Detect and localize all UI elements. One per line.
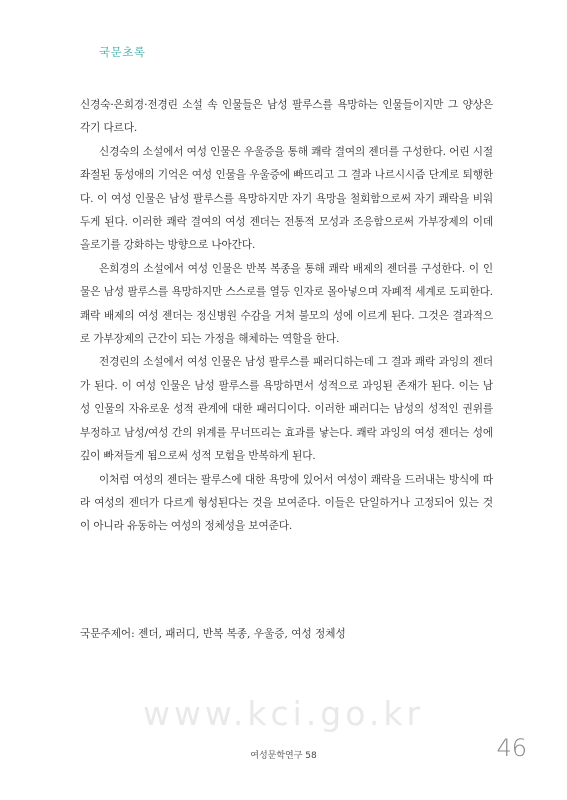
- section-heading: 국문초록: [99, 45, 146, 59]
- watermark: www.kci.go.kr: [142, 694, 425, 733]
- page-number: 46: [496, 734, 527, 762]
- abstract-paragraph-jeon: 전경린의 소설에서 여성 인물은 남성 팔루스를 패러디하는데 그 결과 쾌락 과잉의 젠더가 된다. 이 여성 인물은 남성 팔루스를 욕망하면서 성적으로 과잉된 존재가 된다. 이는 남성 인물의 자유로운 성적 관계에 대한 패러디이다. 이러한 패러디는 남성의 성적인 권위를 부정하고 남성/여성 간의 위계를 무너뜨리는 효과를 낳는다. 쾌락 과잉의 여성 젠더는 성에 깊이 빠져들게 됨으로써 성적 모험을 반복하게 된다.: [80, 356, 493, 463]
- abstract-paragraph-conclusion: 이처럼 여성의 젠더는 팔루스에 대한 욕망에 있어서 여성이 쾌락을 드러내는 방식에 따라 여성의 젠더가 다르게 형성된다는 것을 보여준다. 이들은 단일하거나 고정되어 있는 것이 아니라 유동하는 여성의 정체성을 보여준다.: [80, 473, 493, 533]
- abstract-paragraph-intro: 신경숙·은희경·전경린 소설 속 인물들은 남성 팔루스를 욕망하는 인물들이지만 그 양상은 각기 다르다.: [80, 99, 493, 135]
- abstract-body: [80, 94, 493, 539]
- abstract-paragraph-shin: 신경숙의 소설에서 여성 인물은 우울증을 통해 쾌락 결여의 젠더를 구성한다. 어린 시절 좌절된 동성애의 기억은 여성 인물을 우울증에 빠뜨리고 그 결과 나르시시즘 단계로 퇴행한다. 이 여성 인물은 남성 팔루스를 욕망하지만 자기 욕망을 철회함으로써 자기 쾌락을 비워두게 된다. 이러한 쾌락 결여의 여성 젠더는 전통적 모성과 조응함으로써 가부장제의 이데올로기를 강화하는 방향으로 나아간다.: [80, 145, 493, 252]
- footer-journal-title: 여성문학연구 58: [250, 751, 317, 761]
- abstract-paragraph-eun: 은희경의 소설에서 여성 인물은 반복 복종을 통해 쾌락 배제의 젠더를 구성한다. 이 인물은 남성 팔루스를 욕망하지만 스스로를 열등 인자로 몰아넣으며 자폐적 세계로 도피한다. 쾌락 배제의 여성 젠더는 정신병원 수감을 거쳐 불모의 성에 이르게 된다. 그것은 결과적으로 가부장제의 근간이 되는 가정을 해체하는 역할을 한다.: [80, 262, 493, 346]
- keywords: 국문주제어: 젠더, 패러디, 반복 복종, 우울증, 여성 정체성: [80, 628, 346, 640]
